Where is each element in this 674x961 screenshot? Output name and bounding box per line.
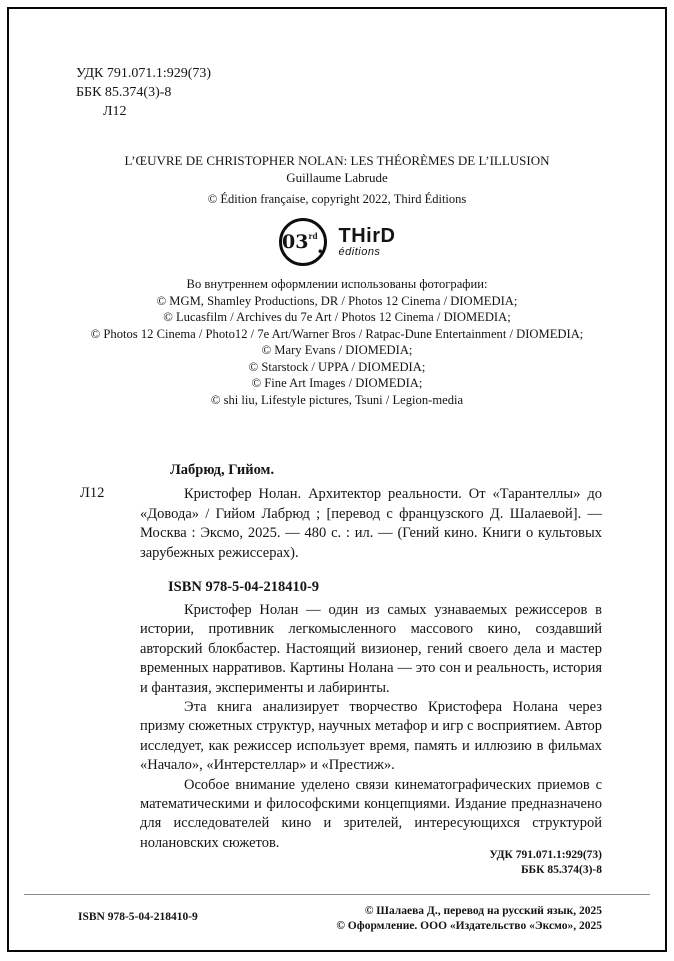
bbk-code: ББК 85.374(3)-8 bbox=[76, 85, 172, 100]
footer-copyright-line: © Оформление. ООО «Издательство «Эксмо», 2025 bbox=[336, 920, 602, 932]
bottom-classification-codes bbox=[489, 848, 602, 878]
catalog-author-heading: Лабрюд, Гийом. bbox=[170, 462, 275, 478]
photo-credits-block bbox=[0, 276, 674, 408]
photo-credit-line: © shi liu, Lifestyle pictures, Tsuni / Legion-media bbox=[210, 392, 464, 407]
publisher-subname: éditions bbox=[338, 246, 381, 258]
publisher-wordmark bbox=[339, 226, 396, 258]
annotation-paragraph: Особое внимание уделено связи кинематографических приемов с математическими и философскими концепциями. Издание предназначено для исследователей кино и зрителей, интересующихся структурой нолановских сюжетов. bbox=[140, 776, 602, 851]
udk-code: УДК 791.071.1:929(73) bbox=[76, 66, 212, 81]
photo-credit-line: © Photos 12 Cinema / Photo12 / 7e Art/Warner Bros / Ratpac-Dune Entertainment / DIOMEDIA; bbox=[90, 326, 584, 341]
footer-divider bbox=[24, 894, 650, 895]
author-sign-code: Л12 bbox=[103, 104, 127, 119]
publisher-name: THirD bbox=[338, 225, 396, 247]
footer-copyrights bbox=[336, 904, 602, 934]
catalog-description: Кристофер Нолан. Архитектор реальности. От «Тарантеллы» до «Довода» / Гийом Лабрюд ; [перевод с французского Д. Шалаевой]. — Москва : Эксмо, 2025. — 480 с. : ил. — (Гений кино. Книги о культовых зарубежных режиссерах). bbox=[140, 486, 602, 561]
photo-credits-heading: Во внутреннем оформлении использованы фотографии: bbox=[186, 277, 488, 291]
logo-ordinal: rd bbox=[308, 231, 318, 241]
catalog-isbn: ISBN 978-5-04-218410-9 bbox=[168, 579, 320, 595]
annotation-block bbox=[140, 601, 602, 853]
french-author: Guillaume Labrude bbox=[286, 170, 388, 185]
top-classification-codes bbox=[76, 64, 211, 121]
photo-credit-line: © Mary Evans / DIOMEDIA; bbox=[261, 343, 413, 357]
photo-credit-line: © Fine Art Images / DIOMEDIA; bbox=[251, 376, 423, 390]
photo-credit-line: © Lucasfilm / Archives du 7e Art / Photos 12 Cinema / DIOMEDIA; bbox=[163, 310, 511, 324]
bottom-udk-code: УДК 791.071.1:929(73) bbox=[489, 849, 602, 861]
logo-number: 03 bbox=[282, 231, 309, 253]
photo-credit-line: © Starstock / UPPA / DIOMEDIA; bbox=[248, 359, 426, 374]
annotation-paragraph: Кристофер Нолан — один из самых узнаваемых режиссеров в истории, противник легкомысленного массового кино, создавший авторский блокбастер. Настоящий визионер, гений своего дела и мастер временных нарративов. Картины Нолана — это сон и реальность, история и фантазия, эксперименты и лабиринты. bbox=[140, 602, 602, 696]
publisher-logo-circle-icon bbox=[279, 218, 327, 266]
catalog-margin-code: Л12 bbox=[80, 485, 105, 501]
footer-copyright-line: © Шалаева Д., перевод на русский язык, 2025 bbox=[364, 905, 602, 917]
photo-credit-line: © MGM, Shamley Productions, DR / Photos 12 Cinema / DIOMEDIA; bbox=[156, 293, 518, 308]
french-edition-block bbox=[0, 152, 674, 208]
annotation-paragraph: Эта книга анализирует творчество Кристофера Нолана через призму сюжетных структур, научных метафор и игр с восприятием. Автор исследует, как режиссер использует время, память и иллюзию в фильмах «Начало», «Интерстеллар» и «Престиж». bbox=[140, 699, 602, 774]
french-copyright: © Édition française, copyright 2022, Third Éditions bbox=[207, 192, 467, 206]
bottom-bbk-code: ББК 85.374(3)-8 bbox=[520, 864, 602, 876]
footer-isbn: ISBN 978-5-04-218410-9 bbox=[78, 911, 198, 923]
logo-dot: . bbox=[317, 233, 323, 258]
publisher-logo bbox=[0, 218, 674, 266]
french-title: L’ŒUVRE DE CHRISTOPHER NOLAN: LES THÉORÈMES DE L’ILLUSION bbox=[124, 153, 550, 168]
